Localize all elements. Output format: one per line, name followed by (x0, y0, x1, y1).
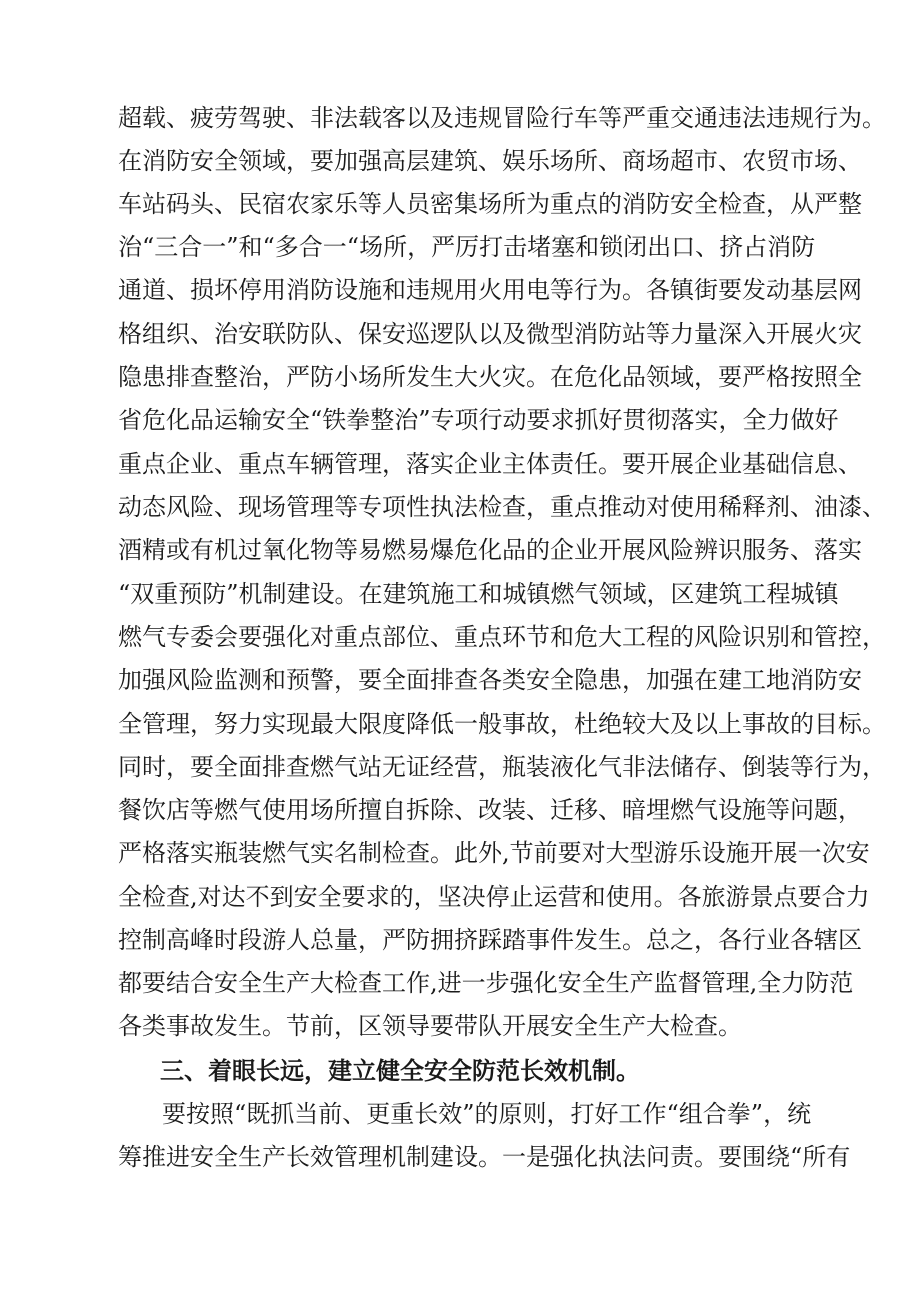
body-line: 同时，要全面排查燃气站无证经营，瓶装液化气非法储存、倒装等行为， (118, 753, 886, 781)
body-line: 省危化品运输安全“铁拳整治”专项行动要求抓好贯彻落实，全力做好 (118, 406, 839, 434)
body-line: 餐饮店等燃气使用场所擅自拆除、改装、迁移、暗埋燃气设施等问题， (118, 796, 862, 824)
body-line: 都要结合安全生产大检查工作,进一步强化安全生产监督管理,全力防范 (118, 969, 854, 997)
body-line: 隐患排查整治，严防小场所发生大火灾。在危化品领域，要严格按照全 (118, 363, 862, 391)
section-heading: 三、着眼长远，建立健全安全防范长效机制。 (160, 1057, 640, 1085)
body-line: 酒精或有机过氧化物等易燃易爆危化品的企业开展风险辨识服务、落实 (118, 536, 862, 564)
body-line: 要按照“既抓当前、更重长效”的原则，打好工作“组合拳”，统 (162, 1100, 812, 1128)
body-line: 全管理，努力实现最大限度降低一般事故，杜绝较大及以上事故的目标。 (118, 710, 886, 738)
body-line: 车站码头、民宿农家乐等人员密集场所为重点的消防安全检查，从严整 (118, 190, 862, 218)
body-line: 全检查,对达不到安全要求的，坚决停止运营和使用。各旅游景点要合力 (118, 883, 870, 911)
body-line: “双重预防”机制建设。在建筑施工和城镇燃气领域，区建筑工程城镇 (118, 580, 839, 608)
body-line: 超载、疲劳驾驶、非法载客以及违规冒险行车等严重交通违法违规行为。 (118, 104, 886, 132)
body-line: 治“三合一”和“多合一“场所，严厉打击堵塞和锁闭出口、挤占消防 (118, 233, 816, 261)
body-line: 严格落实瓶装燃气实名制检查。此外,节前要对大型游乐设施开展一次安 (118, 839, 870, 867)
body-line: 格组织、治安联防队、保安巡逻队以及微型消防站等力量深入开展火灾 (118, 320, 862, 348)
body-line: 加强风险监测和预警，要全面排查各类安全隐患，加强在建工地消防安 (118, 666, 862, 694)
body-line: 动态风险、现场管理等专项性执法检查，重点推动对使用稀释剂、油漆、 (118, 493, 886, 521)
body-line: 燃气专委会要强化对重点部位、重点环节和危大工程的风险识别和管控， (118, 623, 886, 651)
body-line: 重点企业、重点车辆管理，落实企业主体责任。要开展企业基础信息、 (118, 450, 862, 478)
body-line: 各类事故发生。节前，区领导要带队开展安全生产大检查。 (118, 1012, 742, 1040)
body-line: 在消防安全领域，要加强高层建筑、娱乐场所、商场超市、农贸市场、 (118, 147, 862, 175)
body-line: 通道、损坏停用消防设施和违规用火用电等行为。各镇街要发动基层网 (118, 276, 862, 304)
body-line: 筹推进安全生产长效管理机制建设。一是强化执法问责。要围绕“所有 (118, 1143, 851, 1171)
body-line: 控制高峰时段游人总量，严防拥挤踩踏事件发生。总之，各行业各辖区 (118, 926, 862, 954)
